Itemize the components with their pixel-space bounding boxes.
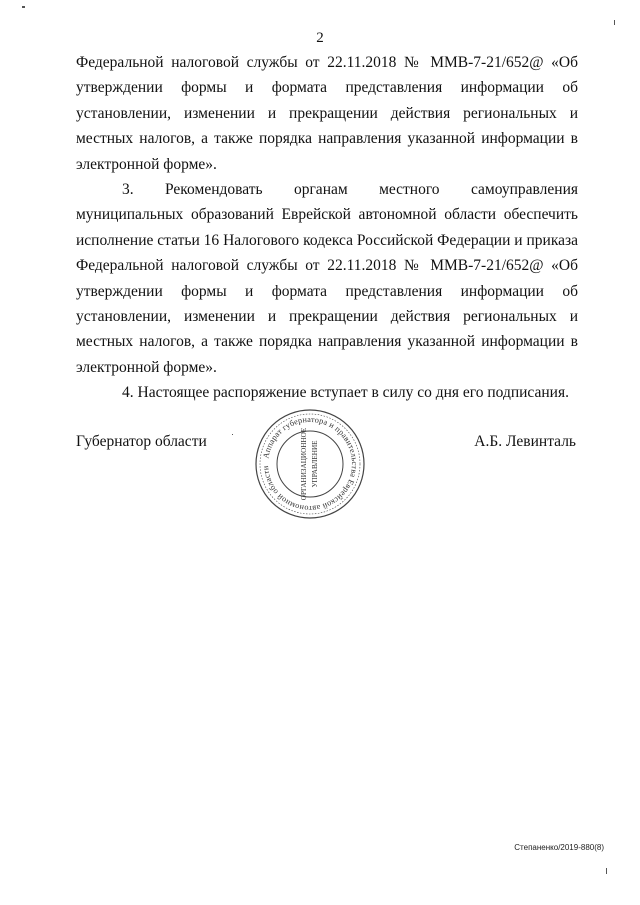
scan-speck [232,434,233,435]
svg-text:ОРГАНИЗАЦИОННОЕ: ОРГАНИЗАЦИОННОЕ [300,427,308,501]
document-reference-id: Степаненко/2019-880(8) [514,843,604,852]
signer-name: А.Б. Левинталь [474,433,576,450]
paragraph-item-4: 4. Настоящее распоряжение вступает в силу со дня его подписания. [122,384,569,402]
svg-text:УПРАВЛЕНИЕ: УПРАВЛЕНИЕ [311,440,319,488]
document-body [76,50,578,406]
svg-text:Аппарат губернатора и правител: Аппарат губернатора и правительства Еврейской автономной области [260,414,360,514]
scan-speck [614,20,615,25]
official-stamp [254,408,366,520]
paragraph-continuation: Федеральной налоговой службы от 22.11.2018 № ММВ-7-21/652@ «Об утверждении формы и формата представления информации об установлении, изменении и прекращении действия региональных и местных налогов, а также порядка направления указанной информации в электронной форме». [76,54,578,173]
scan-speck [22,6,25,8]
stamp-seal-graphic [254,408,366,520]
paragraph-item-3: 3. Рекомендовать органам местного самоуправления муниципальных образований Еврейской автономной области обеспечить исполнение статьи 16 Налогового кодекса Российской Федерации и приказа Федеральной налоговой службы от 22.11.2018 № ММВ-7-21/652@ «Об утверждении формы и формата представления информации об установлении, изменении и прекращении действия региональных и местных налогов, а также порядка направления указанной информации в электронной форме». [76,181,578,376]
page-number: 2 [316,30,324,46]
signer-position: Губернатор области [76,433,207,450]
scan-speck [606,868,607,874]
